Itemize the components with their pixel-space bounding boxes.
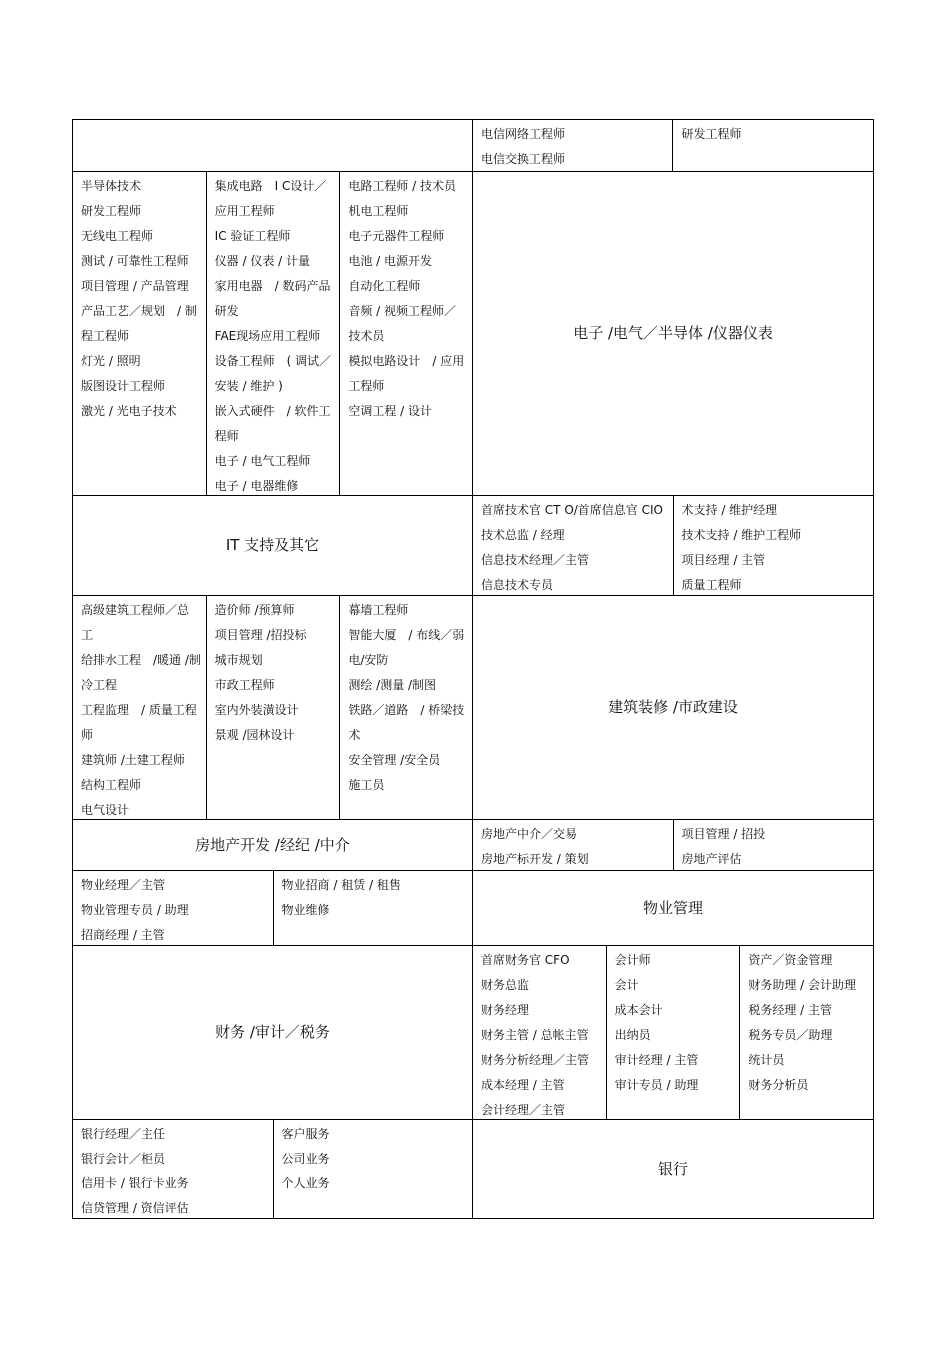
list-item: 电子 / 电器维修 xyxy=(214,479,299,493)
list-item: 建筑师 /土建工程师 xyxy=(81,753,185,767)
list-item: 个人业务 xyxy=(281,1176,330,1190)
list-item: 景观 /园林设计 xyxy=(214,728,295,742)
list-item: 电信网络工程师 xyxy=(480,127,565,141)
list-item: 测绘 /测量 /制图 xyxy=(348,678,437,692)
list-item: 审计专员 / 助理 xyxy=(614,1078,699,1092)
list-item: 城市规划 xyxy=(214,653,263,667)
property-list-2 xyxy=(274,871,474,945)
list-item: 激光 / 光电子技术 xyxy=(81,404,177,418)
list-item: 物业维修 xyxy=(281,903,330,917)
list-item: 审计经理 / 主管 xyxy=(614,1053,699,1067)
list-item: 给排水工程 /暖通 /制 xyxy=(81,653,201,667)
bank-title: 银行 xyxy=(658,1159,689,1178)
list-item: 应用工程师 xyxy=(214,204,275,218)
list-item: 市政工程师 xyxy=(214,678,275,692)
it-list-1 xyxy=(473,496,674,595)
list-item: 工程监理 / 质量工程 xyxy=(81,703,197,717)
property-title: 物业管理 xyxy=(643,898,704,917)
finance-title: 财务 /审计／税务 xyxy=(73,946,473,1119)
empty-cell xyxy=(73,120,473,171)
list-item: 项目管理 /招投标 xyxy=(214,628,307,642)
electronics-list-3 xyxy=(340,172,473,495)
list-item: 研发工程师 xyxy=(681,127,742,141)
list-item: 首席财务官 CFO xyxy=(480,953,570,967)
realestate-title: 房地产开发 /经纪 /中介 xyxy=(73,820,473,870)
list-item: 安全管理 /安全员 xyxy=(348,753,441,767)
list-item: 会计经理／主管 xyxy=(480,1103,565,1117)
list-item: 财务经理 xyxy=(480,1003,529,1017)
list-item: 会计 xyxy=(614,978,639,992)
list-item: 客户服务 xyxy=(281,1127,330,1141)
list-item: 机电工程师 xyxy=(348,204,409,218)
list-item: 技术支持 / 维护工程师 xyxy=(681,528,802,542)
list-item: 电子元器件工程师 xyxy=(348,229,445,243)
list-item: 技术总监 / 经理 xyxy=(480,528,565,542)
list-item: 术 xyxy=(348,728,361,742)
list-item: 财务助理 / 会计助理 xyxy=(748,978,856,992)
list-item: 信息技术专员 xyxy=(480,578,553,592)
list-item: 资产／资金管理 xyxy=(748,953,833,967)
row-electronics xyxy=(72,171,874,495)
list-item: 无线电工程师 xyxy=(81,229,154,243)
list-item: 项目管理 / 产品管理 xyxy=(81,279,189,293)
list-item: 银行会计／柜员 xyxy=(81,1151,166,1166)
list-item: 幕墙工程师 xyxy=(348,603,409,617)
electronics-list-2 xyxy=(207,172,341,495)
realestate-list-2 xyxy=(674,820,874,870)
list-item: 智能大厦 / 布线／弱 xyxy=(348,628,465,642)
list-item: 出纳员 xyxy=(614,1028,651,1042)
list-item: FAE现场应用工程师 xyxy=(214,329,321,343)
list-item: 冷工程 xyxy=(81,678,118,692)
list-item: 工程师 xyxy=(348,379,385,393)
list-item: 项目管理 / 招投 xyxy=(681,827,766,841)
property-list-1 xyxy=(73,871,274,945)
electronics-list-1 xyxy=(73,172,207,495)
construction-title: 建筑装修 /市政建设 xyxy=(608,698,738,716)
list-item: 电池 / 电源开发 xyxy=(348,254,433,268)
list-item: 物业经理／主管 xyxy=(81,878,166,892)
list-item: 成本会计 xyxy=(614,1003,663,1017)
list-item: 房地产评估 xyxy=(681,852,742,866)
list-item: 施工员 xyxy=(348,778,385,792)
bank-list-1 xyxy=(73,1120,274,1218)
list-item: 信贷管理 / 资信评估 xyxy=(81,1200,189,1215)
row-property xyxy=(72,870,874,945)
list-item: 室内外装潢设计 xyxy=(214,703,299,717)
list-item: 招商经理 / 主管 xyxy=(81,928,165,942)
list-item: 模拟电路设计 / 应用 xyxy=(348,354,465,368)
list-item: 安装 / 维护 ) xyxy=(214,379,283,393)
list-item: 灯光 / 照明 xyxy=(81,354,141,368)
row-it xyxy=(72,495,874,595)
list-item: 公司业务 xyxy=(281,1151,330,1166)
list-item: 物业招商 / 租赁 / 租售 xyxy=(281,878,401,892)
telecom-list-2 xyxy=(673,120,873,171)
list-item: 首席技术官 CT O/首席信息官 CIO xyxy=(480,503,663,517)
finance-list-2 xyxy=(607,946,741,1119)
it-list-2 xyxy=(674,496,874,595)
telecom-list-1 xyxy=(473,120,674,171)
row-realestate xyxy=(72,819,874,870)
list-item: 设备工程师 ( 调试／ xyxy=(214,354,332,368)
list-item: 信息技术经理／主管 xyxy=(480,553,589,567)
list-item: 电路工程师 / 技术员 xyxy=(348,179,457,193)
list-item: 质量工程师 xyxy=(681,578,742,592)
list-item: 技术员 xyxy=(348,329,385,343)
list-item: 税务经理 / 主管 xyxy=(748,1003,832,1017)
list-item: 房地产中介／交易 xyxy=(480,827,577,841)
list-item: 研发 xyxy=(214,304,239,318)
finance-list-3 xyxy=(740,946,873,1119)
list-item: 财务主管 / 总帐主管 xyxy=(480,1028,589,1042)
row-bank xyxy=(72,1119,874,1219)
list-item: 集成电路 I C设计／ xyxy=(214,179,327,193)
construction-list-2 xyxy=(207,596,341,819)
list-item: 音频 / 视频工程师／ xyxy=(348,304,457,318)
list-item: 高级建筑工程师／总 xyxy=(81,603,190,617)
list-item: 财务总监 xyxy=(480,978,529,992)
list-item: 版图设计工程师 xyxy=(81,379,166,393)
row-telecom xyxy=(72,119,874,171)
list-item: 造价师 /预算师 xyxy=(214,603,295,617)
finance-list-1 xyxy=(473,946,607,1119)
list-item: 物业管理专员 / 助理 xyxy=(81,903,189,917)
list-item: IC 验证工程师 xyxy=(214,229,291,243)
realestate-list-1 xyxy=(473,820,674,870)
list-item: 电子 / 电气工程师 xyxy=(214,454,311,468)
construction-list-1 xyxy=(73,596,207,819)
electronics-title: 电子 /电气／半导体 /仪器仪表 xyxy=(573,324,773,342)
list-item: 财务分析经理／主管 xyxy=(480,1053,589,1067)
row-construction xyxy=(72,595,874,819)
list-item: 银行经理／主任 xyxy=(81,1127,166,1141)
list-item: 术支持 / 维护经理 xyxy=(681,503,778,517)
list-item: 电信交换工程师 xyxy=(480,152,565,166)
list-item: 师 xyxy=(81,728,94,742)
list-item: 电/安防 xyxy=(348,653,389,667)
bank-list-2 xyxy=(274,1120,474,1218)
list-item: 家用电器 / 数码产品 xyxy=(214,279,331,293)
list-item: 空调工程 / 设计 xyxy=(348,404,433,418)
list-item: 统计员 xyxy=(748,1053,785,1067)
list-item: 结构工程师 xyxy=(81,778,142,792)
list-item: 项目经理 / 主管 xyxy=(681,553,766,567)
row-finance xyxy=(72,945,874,1119)
list-item: 仪器 / 仪表 / 计量 xyxy=(214,254,311,268)
list-item: 程师 xyxy=(214,429,239,443)
list-item: 财务分析员 xyxy=(748,1078,809,1092)
it-title: IT 支持及其它 xyxy=(73,496,473,595)
list-item: 产品工艺／规划 / 制 xyxy=(81,304,197,318)
list-item: 工 xyxy=(81,628,94,642)
list-item: 测试 / 可靠性工程师 xyxy=(81,254,189,268)
list-item: 房地产标开发 / 策划 xyxy=(480,852,589,866)
list-item: 铁路／道路 / 桥梁技 xyxy=(348,703,465,717)
list-item: 自动化工程师 xyxy=(348,279,421,293)
list-item: 半导体技术 xyxy=(81,179,142,193)
list-item: 信用卡 / 银行卡业务 xyxy=(81,1176,189,1190)
list-item: 研发工程师 xyxy=(81,204,142,218)
list-item: 电气设计 xyxy=(81,803,130,817)
list-item: 嵌入式硬件 / 软件工 xyxy=(214,404,331,418)
list-item: 程工程师 xyxy=(81,329,130,343)
list-item: 税务专员／助理 xyxy=(748,1028,833,1042)
list-item: 成本经理 / 主管 xyxy=(480,1078,565,1092)
list-item: 会计师 xyxy=(614,953,651,967)
construction-list-3 xyxy=(340,596,473,819)
